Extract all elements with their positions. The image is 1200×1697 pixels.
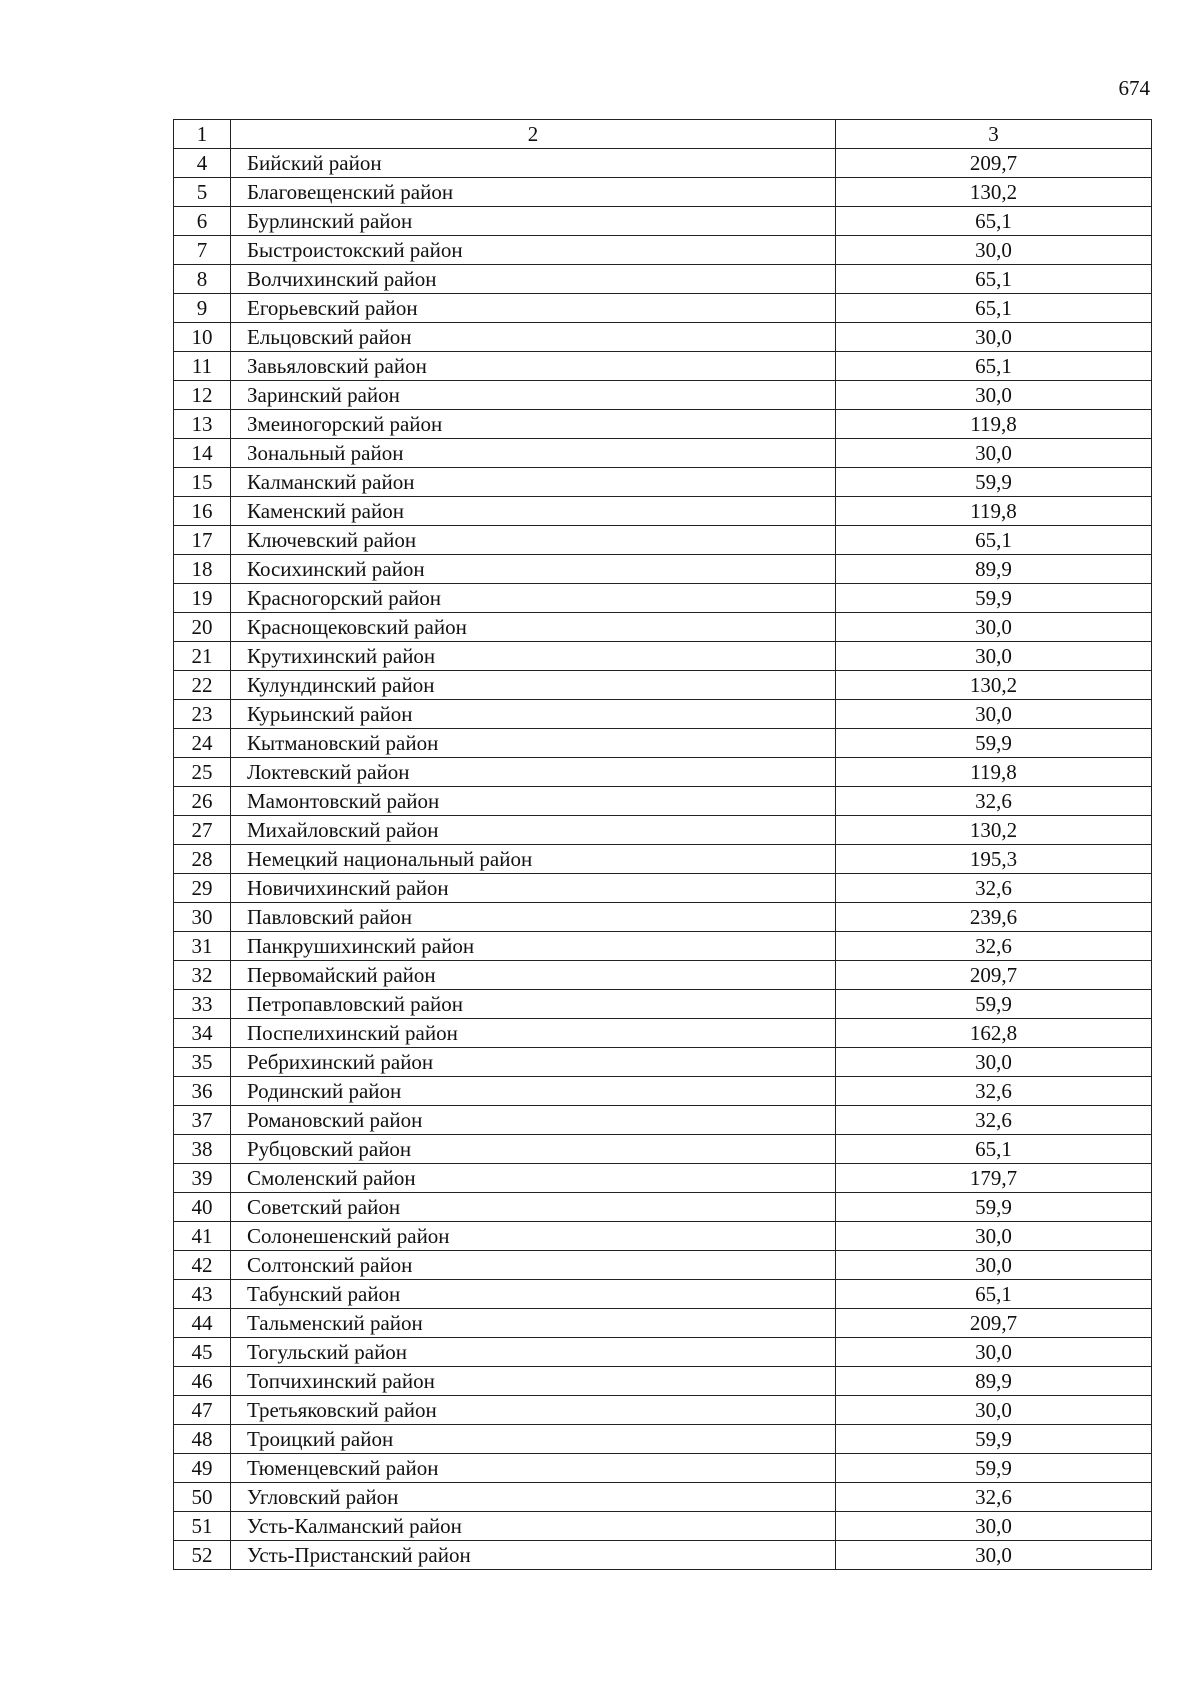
row-name-cell: Каменский район [231,497,836,526]
table-row [174,700,1152,729]
table-row [174,1222,1152,1251]
row-name-cell: Егорьевский район [231,294,836,323]
row-number-cell: 5 [174,178,231,207]
table-row [174,1367,1152,1396]
row-value-cell: 30,0 [836,1048,1152,1077]
row-name-cell: Бийский район [231,149,836,178]
table-row [174,497,1152,526]
row-number-cell: 49 [174,1454,231,1483]
row-name-cell: Волчихинский район [231,265,836,294]
row-name-cell: Курьинский район [231,700,836,729]
row-number-cell: 44 [174,1309,231,1338]
row-value-cell: 30,0 [836,323,1152,352]
table-row [174,1106,1152,1135]
table-row [174,1135,1152,1164]
row-name-cell: Кулундинский район [231,671,836,700]
row-number-cell: 48 [174,1425,231,1454]
row-value-cell: 119,8 [836,497,1152,526]
table-row [174,758,1152,787]
table-row [174,671,1152,700]
table-body [174,120,1152,1570]
table-row [174,323,1152,352]
table-row [174,352,1152,381]
row-value-cell: 59,9 [836,468,1152,497]
row-name-cell: Третьяковский район [231,1396,836,1425]
row-value-cell: 32,6 [836,1077,1152,1106]
row-value-cell: 65,1 [836,526,1152,555]
row-value-cell: 30,0 [836,642,1152,671]
row-number-cell: 45 [174,1338,231,1367]
row-value-cell: 209,7 [836,149,1152,178]
row-number-cell: 32 [174,961,231,990]
row-name-cell: Солтонский район [231,1251,836,1280]
row-value-cell: 32,6 [836,787,1152,816]
row-name-cell: Завьяловский район [231,352,836,381]
row-value-cell: 89,9 [836,555,1152,584]
row-value-cell: 59,9 [836,1454,1152,1483]
row-value-cell: 59,9 [836,1425,1152,1454]
row-value-cell: 162,8 [836,1019,1152,1048]
table-row [174,1483,1152,1512]
row-name-cell: Косихинский район [231,555,836,584]
table-row [174,1048,1152,1077]
row-name-cell: Мамонтовский район [231,787,836,816]
row-value-cell: 209,7 [836,961,1152,990]
row-number-cell: 10 [174,323,231,352]
row-value-cell: 32,6 [836,1483,1152,1512]
page-number: 674 [1118,76,1150,100]
table-row [174,468,1152,497]
table-row [174,207,1152,236]
row-number-cell: 43 [174,1280,231,1309]
row-value-cell: 65,1 [836,265,1152,294]
table-row [174,439,1152,468]
row-name-cell: Локтевский район [231,758,836,787]
row-number-cell: 17 [174,526,231,555]
row-name-cell: Троицкий район [231,1425,836,1454]
row-name-cell: Панкрушихинский район [231,932,836,961]
row-value-cell: 209,7 [836,1309,1152,1338]
row-value-cell: 30,0 [836,381,1152,410]
table-row [174,1541,1152,1570]
row-number-cell: 41 [174,1222,231,1251]
row-name-cell: Заринский район [231,381,836,410]
row-name-cell: Петропавловский район [231,990,836,1019]
row-value-cell: 30,0 [836,236,1152,265]
table-row [174,178,1152,207]
row-name-cell: Михайловский район [231,816,836,845]
row-number-cell: 47 [174,1396,231,1425]
row-name-cell: Ельцовский район [231,323,836,352]
row-name-cell: Павловский район [231,903,836,932]
table-row [174,613,1152,642]
district-table [173,119,1152,1570]
row-name-cell: Кытмановский район [231,729,836,758]
row-number-cell: 38 [174,1135,231,1164]
table-row [174,990,1152,1019]
table-row [174,874,1152,903]
row-name-cell: Змеиногорский район [231,410,836,439]
row-number-cell: 4 [174,149,231,178]
row-value-cell: 65,1 [836,1135,1152,1164]
row-number-cell: 13 [174,410,231,439]
table-row [174,845,1152,874]
row-number-cell: 19 [174,584,231,613]
row-value-cell: 65,1 [836,294,1152,323]
row-name-cell: Усть-Пристанский район [231,1541,836,1570]
table-row [174,816,1152,845]
row-name-cell: Бурлинский район [231,207,836,236]
row-number-cell: 27 [174,816,231,845]
row-name-cell: Топчихинский район [231,1367,836,1396]
row-value-cell: 59,9 [836,990,1152,1019]
row-number-cell: 16 [174,497,231,526]
row-name-cell: Крутихинский район [231,642,836,671]
row-number-cell: 12 [174,381,231,410]
row-name-cell: Угловский район [231,1483,836,1512]
row-name-cell: Зональный район [231,439,836,468]
row-number-cell: 23 [174,700,231,729]
row-name-cell: Новичихинский район [231,874,836,903]
row-number-cell: 52 [174,1541,231,1570]
table-row [174,410,1152,439]
row-number-cell: 28 [174,845,231,874]
row-name-cell: Поспелихинский район [231,1019,836,1048]
row-value-cell: 130,2 [836,816,1152,845]
row-name-cell: Ребрихинский район [231,1048,836,1077]
table-header-row [174,120,1152,149]
table-row [174,236,1152,265]
row-number-cell: 9 [174,294,231,323]
row-number-cell: 8 [174,265,231,294]
row-name-cell: Рубцовский район [231,1135,836,1164]
table-row [174,1019,1152,1048]
table-row [174,555,1152,584]
row-name-cell: Романовский район [231,1106,836,1135]
row-value-cell: 30,0 [836,1338,1152,1367]
table-row [174,1077,1152,1106]
row-number-cell: 14 [174,439,231,468]
row-value-cell: 59,9 [836,584,1152,613]
table-row [174,1164,1152,1193]
row-value-cell: 195,3 [836,845,1152,874]
row-name-cell: Тогульский район [231,1338,836,1367]
row-number-cell: 34 [174,1019,231,1048]
row-value-cell: 65,1 [836,1280,1152,1309]
row-number-cell: 6 [174,207,231,236]
table-row [174,903,1152,932]
table-row [174,526,1152,555]
row-number-cell: 31 [174,932,231,961]
row-number-cell: 24 [174,729,231,758]
row-number-cell: 18 [174,555,231,584]
row-value-cell: 30,0 [836,613,1152,642]
row-name-cell: Тальменский район [231,1309,836,1338]
table-row [174,584,1152,613]
table-row [174,1454,1152,1483]
row-name-cell: Усть-Калманский район [231,1512,836,1541]
row-value-cell: 65,1 [836,352,1152,381]
row-number-cell: 11 [174,352,231,381]
table-row [174,1425,1152,1454]
table-row [174,381,1152,410]
table-row [174,1512,1152,1541]
row-value-cell: 119,8 [836,758,1152,787]
row-value-cell: 32,6 [836,932,1152,961]
row-name-cell: Калманский район [231,468,836,497]
row-number-cell: 46 [174,1367,231,1396]
row-number-cell: 26 [174,787,231,816]
table-row [174,642,1152,671]
row-value-cell: 59,9 [836,729,1152,758]
row-number-cell: 30 [174,903,231,932]
row-value-cell: 30,0 [836,700,1152,729]
row-value-cell: 30,0 [836,1512,1152,1541]
table-row [174,1396,1152,1425]
row-value-cell: 32,6 [836,874,1152,903]
table-row [174,729,1152,758]
row-number-cell: 36 [174,1077,231,1106]
row-value-cell: 30,0 [836,1541,1152,1570]
table-row [174,1193,1152,1222]
row-number-cell: 21 [174,642,231,671]
row-name-cell: Красногорский район [231,584,836,613]
row-value-cell: 30,0 [836,1222,1152,1251]
row-value-cell: 30,0 [836,1396,1152,1425]
row-number-cell: 39 [174,1164,231,1193]
row-name-cell: Краснощековский район [231,613,836,642]
table-row [174,787,1152,816]
row-name-cell: Советский район [231,1193,836,1222]
table-row [174,265,1152,294]
row-value-cell: 130,2 [836,671,1152,700]
table-row [174,1309,1152,1338]
row-number-cell: 25 [174,758,231,787]
row-name-cell: Смоленский район [231,1164,836,1193]
row-number-cell: 33 [174,990,231,1019]
row-value-cell: 130,2 [836,178,1152,207]
row-number-cell: 20 [174,613,231,642]
row-value-cell: 59,9 [836,1193,1152,1222]
row-number-cell: 22 [174,671,231,700]
row-value-cell: 239,6 [836,903,1152,932]
header-cell-value: 3 [836,120,1152,149]
table-row [174,294,1152,323]
row-number-cell: 35 [174,1048,231,1077]
row-number-cell: 7 [174,236,231,265]
row-value-cell: 119,8 [836,410,1152,439]
row-name-cell: Первомайский район [231,961,836,990]
row-name-cell: Ключевский район [231,526,836,555]
row-number-cell: 51 [174,1512,231,1541]
row-value-cell: 89,9 [836,1367,1152,1396]
row-name-cell: Солонешенский район [231,1222,836,1251]
row-value-cell: 65,1 [836,207,1152,236]
table-row [174,932,1152,961]
header-cell-number: 1 [174,120,231,149]
row-name-cell: Родинский район [231,1077,836,1106]
row-name-cell: Быстроистокский район [231,236,836,265]
table-row [174,961,1152,990]
row-value-cell: 32,6 [836,1106,1152,1135]
table-row [174,1338,1152,1367]
row-name-cell: Немецкий национальный район [231,845,836,874]
row-number-cell: 50 [174,1483,231,1512]
row-value-cell: 179,7 [836,1164,1152,1193]
row-name-cell: Благовещенский район [231,178,836,207]
row-number-cell: 42 [174,1251,231,1280]
table-row [174,149,1152,178]
row-name-cell: Табунский район [231,1280,836,1309]
header-cell-name: 2 [231,120,836,149]
row-number-cell: 40 [174,1193,231,1222]
table-row [174,1280,1152,1309]
row-number-cell: 15 [174,468,231,497]
row-value-cell: 30,0 [836,1251,1152,1280]
row-number-cell: 37 [174,1106,231,1135]
row-name-cell: Тюменцевский район [231,1454,836,1483]
row-number-cell: 29 [174,874,231,903]
table-row [174,1251,1152,1280]
row-value-cell: 30,0 [836,439,1152,468]
